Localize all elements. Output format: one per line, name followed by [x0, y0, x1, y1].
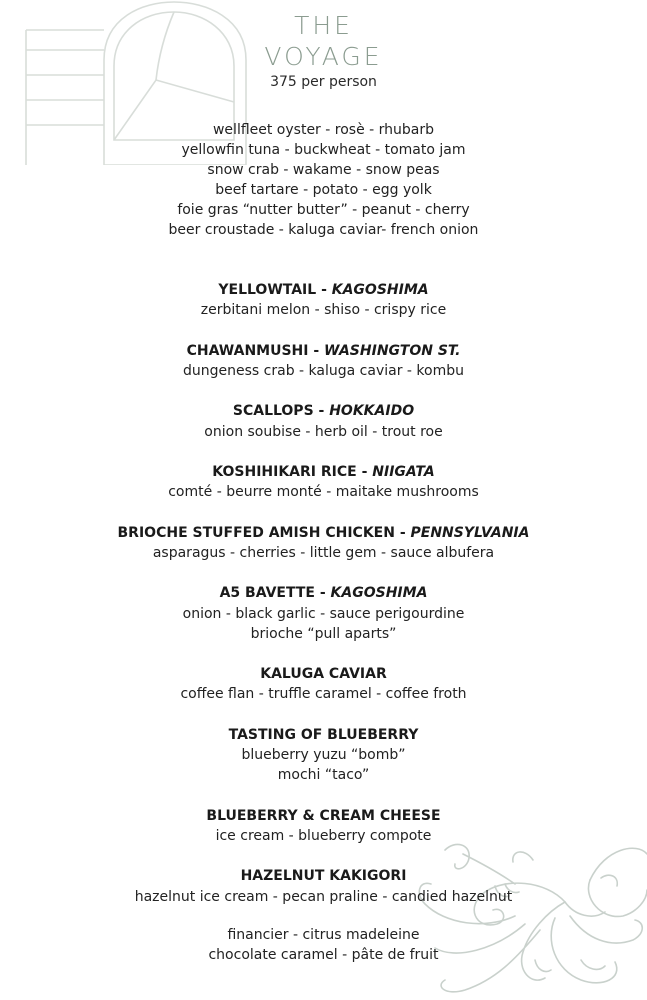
course-description: hazelnut ice cream - pecan praline - candied hazelnut: [134, 888, 513, 905]
course-origin: KAGOSHIMA: [330, 585, 428, 602]
course-description: blueberry yuzu “bomb”: [241, 747, 406, 764]
course-title: [0, 806, 647, 826]
course-title: [0, 523, 647, 543]
course-kaluga-caviar: [0, 664, 647, 704]
course-description: ice cream - blueberry compote: [215, 827, 432, 844]
course-a5-bavette: [0, 583, 647, 643]
canapes-list: [0, 120, 647, 241]
course-name: BRIOCHE STUFFED AMISH CHICKEN -: [117, 524, 411, 541]
canape-item: beef tartare - potato - egg yolk: [215, 182, 432, 199]
course-name: SCALLOPS -: [232, 403, 330, 420]
course-description: zerbitani melon - shiso - crispy rice: [200, 302, 447, 319]
course-description: dungeness crab - kaluga caviar - kombu: [183, 362, 464, 379]
course-description: brioche “pull aparts”: [250, 625, 397, 642]
mignardises-list: [0, 925, 647, 965]
course-description: asparagus - cherries - little gem - sauce albufera: [152, 544, 495, 561]
course-name: A5 BAVETTE -: [219, 585, 331, 602]
course-origin: WASHINGTON ST.: [324, 342, 461, 359]
course-origin: NIIGATA: [372, 464, 435, 481]
course-name: YELLOWTAIL -: [218, 282, 332, 298]
course-yellowtail: [0, 280, 647, 320]
course-name: TASTING OF BLUEBERRY: [228, 726, 419, 743]
course-name: KALUGA CAVIAR: [260, 666, 387, 683]
course-name: CHAWANMUSHI -: [186, 342, 325, 359]
course-title: [0, 583, 647, 603]
course-title: [0, 462, 647, 482]
course-tasting-of-blueberry: [0, 725, 647, 785]
course-hazelnut-kakigori: [0, 866, 647, 906]
course-title: [0, 866, 647, 886]
course-title: [0, 725, 647, 745]
course-origin: PENNSYLVANIA: [410, 524, 530, 541]
canape-item: snow crab - wakame - snow peas: [207, 162, 440, 179]
course-chawanmushi: [0, 341, 647, 381]
canape-item: beer croustade - kaluga caviar- french onion: [168, 222, 479, 239]
canape-item: yellowfin tuna - buckwheat - tomato jam: [181, 142, 466, 159]
course-description: mochi “taco”: [277, 767, 370, 784]
course-title: [0, 664, 647, 684]
courses-list: [0, 280, 647, 927]
mignardise-item: chocolate caramel - pâte de fruit: [208, 947, 439, 964]
canape-item: foie gras “nutter butter” - peanut - cherry: [177, 202, 470, 219]
course-description: onion soubise - herb oil - trout roe: [204, 423, 443, 440]
course-title: [0, 341, 647, 361]
course-koshihikari-rice: [0, 462, 647, 502]
course-title: [0, 280, 647, 300]
mignardise-item: financier - citrus madeleine: [227, 927, 420, 943]
course-name: HAZELNUT KAKIGORI: [240, 868, 407, 885]
menu-header: [0, 10, 647, 90]
price-per-person: 375 per person: [270, 74, 377, 90]
menu-title-line-1: THE: [294, 11, 353, 40]
course-blueberry-cream-cheese: [0, 806, 647, 846]
course-description: comté - beurre monté - maitake mushrooms: [168, 484, 479, 501]
course-origin: HOKKAIDO: [329, 403, 415, 420]
course-amish-chicken: [0, 523, 647, 563]
course-name: BLUEBERRY & CREAM CHEESE: [206, 807, 441, 824]
canape-item: wellfleet oyster - rosè - rhubarb: [212, 122, 435, 138]
course-description: onion - black garlic - sauce perigourdine: [182, 605, 465, 622]
menu-title-line-2: VOYAGE: [264, 42, 383, 71]
course-description: coffee flan - truffle caramel - coffee froth: [180, 686, 467, 703]
course-name: KOSHIHIKARI RICE -: [212, 464, 373, 481]
course-origin: KAGOSHIMA: [331, 282, 429, 298]
course-title: [0, 401, 647, 421]
course-scallops: [0, 401, 647, 441]
